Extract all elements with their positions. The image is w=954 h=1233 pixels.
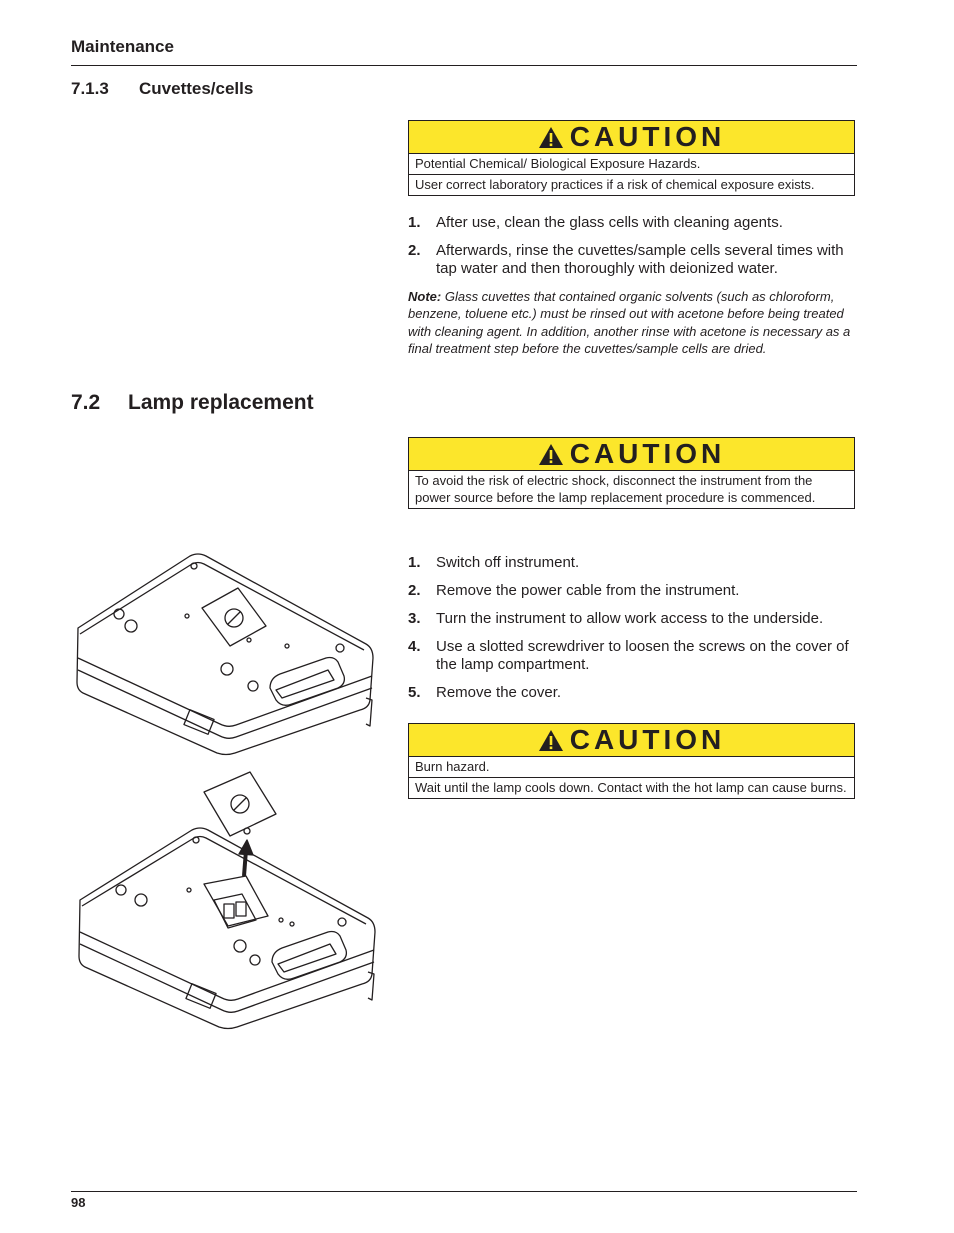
footer-rule <box>71 1191 857 1192</box>
caution-line: To avoid the risk of electric shock, disconnect the instrument from the power source before the lamp replacement procedure is commenced. <box>415 473 816 505</box>
page-number: 98 <box>71 1195 86 1210</box>
section-number: 7.2 <box>71 391 101 414</box>
list-item <box>408 214 856 232</box>
list-item <box>408 610 856 628</box>
step-text: After use, clean the glass cells with cleaning agents. <box>436 214 783 231</box>
step-text: Use a slotted screwdriver to loosen the screws on the cover of the lamp compartment. <box>436 638 849 673</box>
step-text: Remove the cover. <box>436 684 562 701</box>
warning-triangle-icon <box>538 126 564 149</box>
warning-triangle-icon <box>538 443 564 466</box>
note-text: Glass cuvettes that contained organic solvents (such as chloroform, benzene, toluene etc.) must be rinsed out with acetone before being treated with cleaning agent. In addition, another rinse with acetone is necessary as a final treatment step before the cuvettes/sample cells are dried. <box>408 289 851 356</box>
warning-triangle-icon <box>538 729 564 752</box>
step-text: Remove the power cable from the instrument. <box>436 582 740 599</box>
caution-header <box>409 438 854 471</box>
step-number: 3. <box>408 610 421 627</box>
step-number: 2. <box>408 242 421 259</box>
caution-line: Potential Chemical/ Biological Exposure Hazards. <box>415 156 701 171</box>
caution-label: CAUTION <box>569 438 726 469</box>
caution-label: CAUTION <box>569 121 726 152</box>
caution-box-electric-shock <box>408 437 855 509</box>
lamp-cover-drawing <box>204 772 276 836</box>
caution-line: Wait until the lamp cools down. Contact with the hot lamp can cause burns. <box>409 777 854 798</box>
step-number: 1. <box>408 554 421 571</box>
instrument-closed-drawing <box>77 554 373 755</box>
lamp-replacement-illustration <box>70 548 382 1058</box>
step-number: 4. <box>408 638 421 655</box>
section-title: Cuvettes/cells <box>139 79 254 98</box>
step-number: 5. <box>408 684 421 701</box>
caution-box-burn <box>408 723 855 799</box>
up-arrow-icon <box>239 840 253 876</box>
note-paragraph <box>408 288 854 357</box>
caution-line: Burn hazard. <box>415 759 490 774</box>
section-title: Lamp replacement <box>128 391 314 414</box>
header-rule <box>71 65 857 66</box>
list-item <box>408 582 856 600</box>
cleaning-steps <box>408 214 856 288</box>
step-text: Turn the instrument to allow work access to the underside. <box>436 610 824 627</box>
caution-line: User correct laboratory practices if a risk of chemical exposure exists. <box>409 174 854 195</box>
list-item <box>408 684 856 702</box>
section-heading-7-2 <box>71 391 314 415</box>
step-number: 2. <box>408 582 421 599</box>
list-item <box>408 638 856 674</box>
caution-label: CAUTION <box>569 724 726 755</box>
instrument-open-drawing <box>79 828 375 1029</box>
list-item <box>408 554 856 572</box>
note-label: Note: <box>408 289 442 304</box>
caution-header <box>409 724 854 757</box>
section-heading-7-1-3 <box>71 79 253 99</box>
section-number: 7.1.3 <box>71 79 109 98</box>
step-number: 1. <box>408 214 421 231</box>
list-item <box>408 242 856 278</box>
caution-header <box>409 121 854 154</box>
running-header: Maintenance <box>71 37 174 56</box>
caution-box-chemical <box>408 120 855 196</box>
lamp-replacement-steps <box>408 554 856 712</box>
step-text: Switch off instrument. <box>436 554 580 571</box>
step-text: Afterwards, rinse the cuvettes/sample cells several times with tap water and then thoroughly with deionized water. <box>436 242 844 277</box>
